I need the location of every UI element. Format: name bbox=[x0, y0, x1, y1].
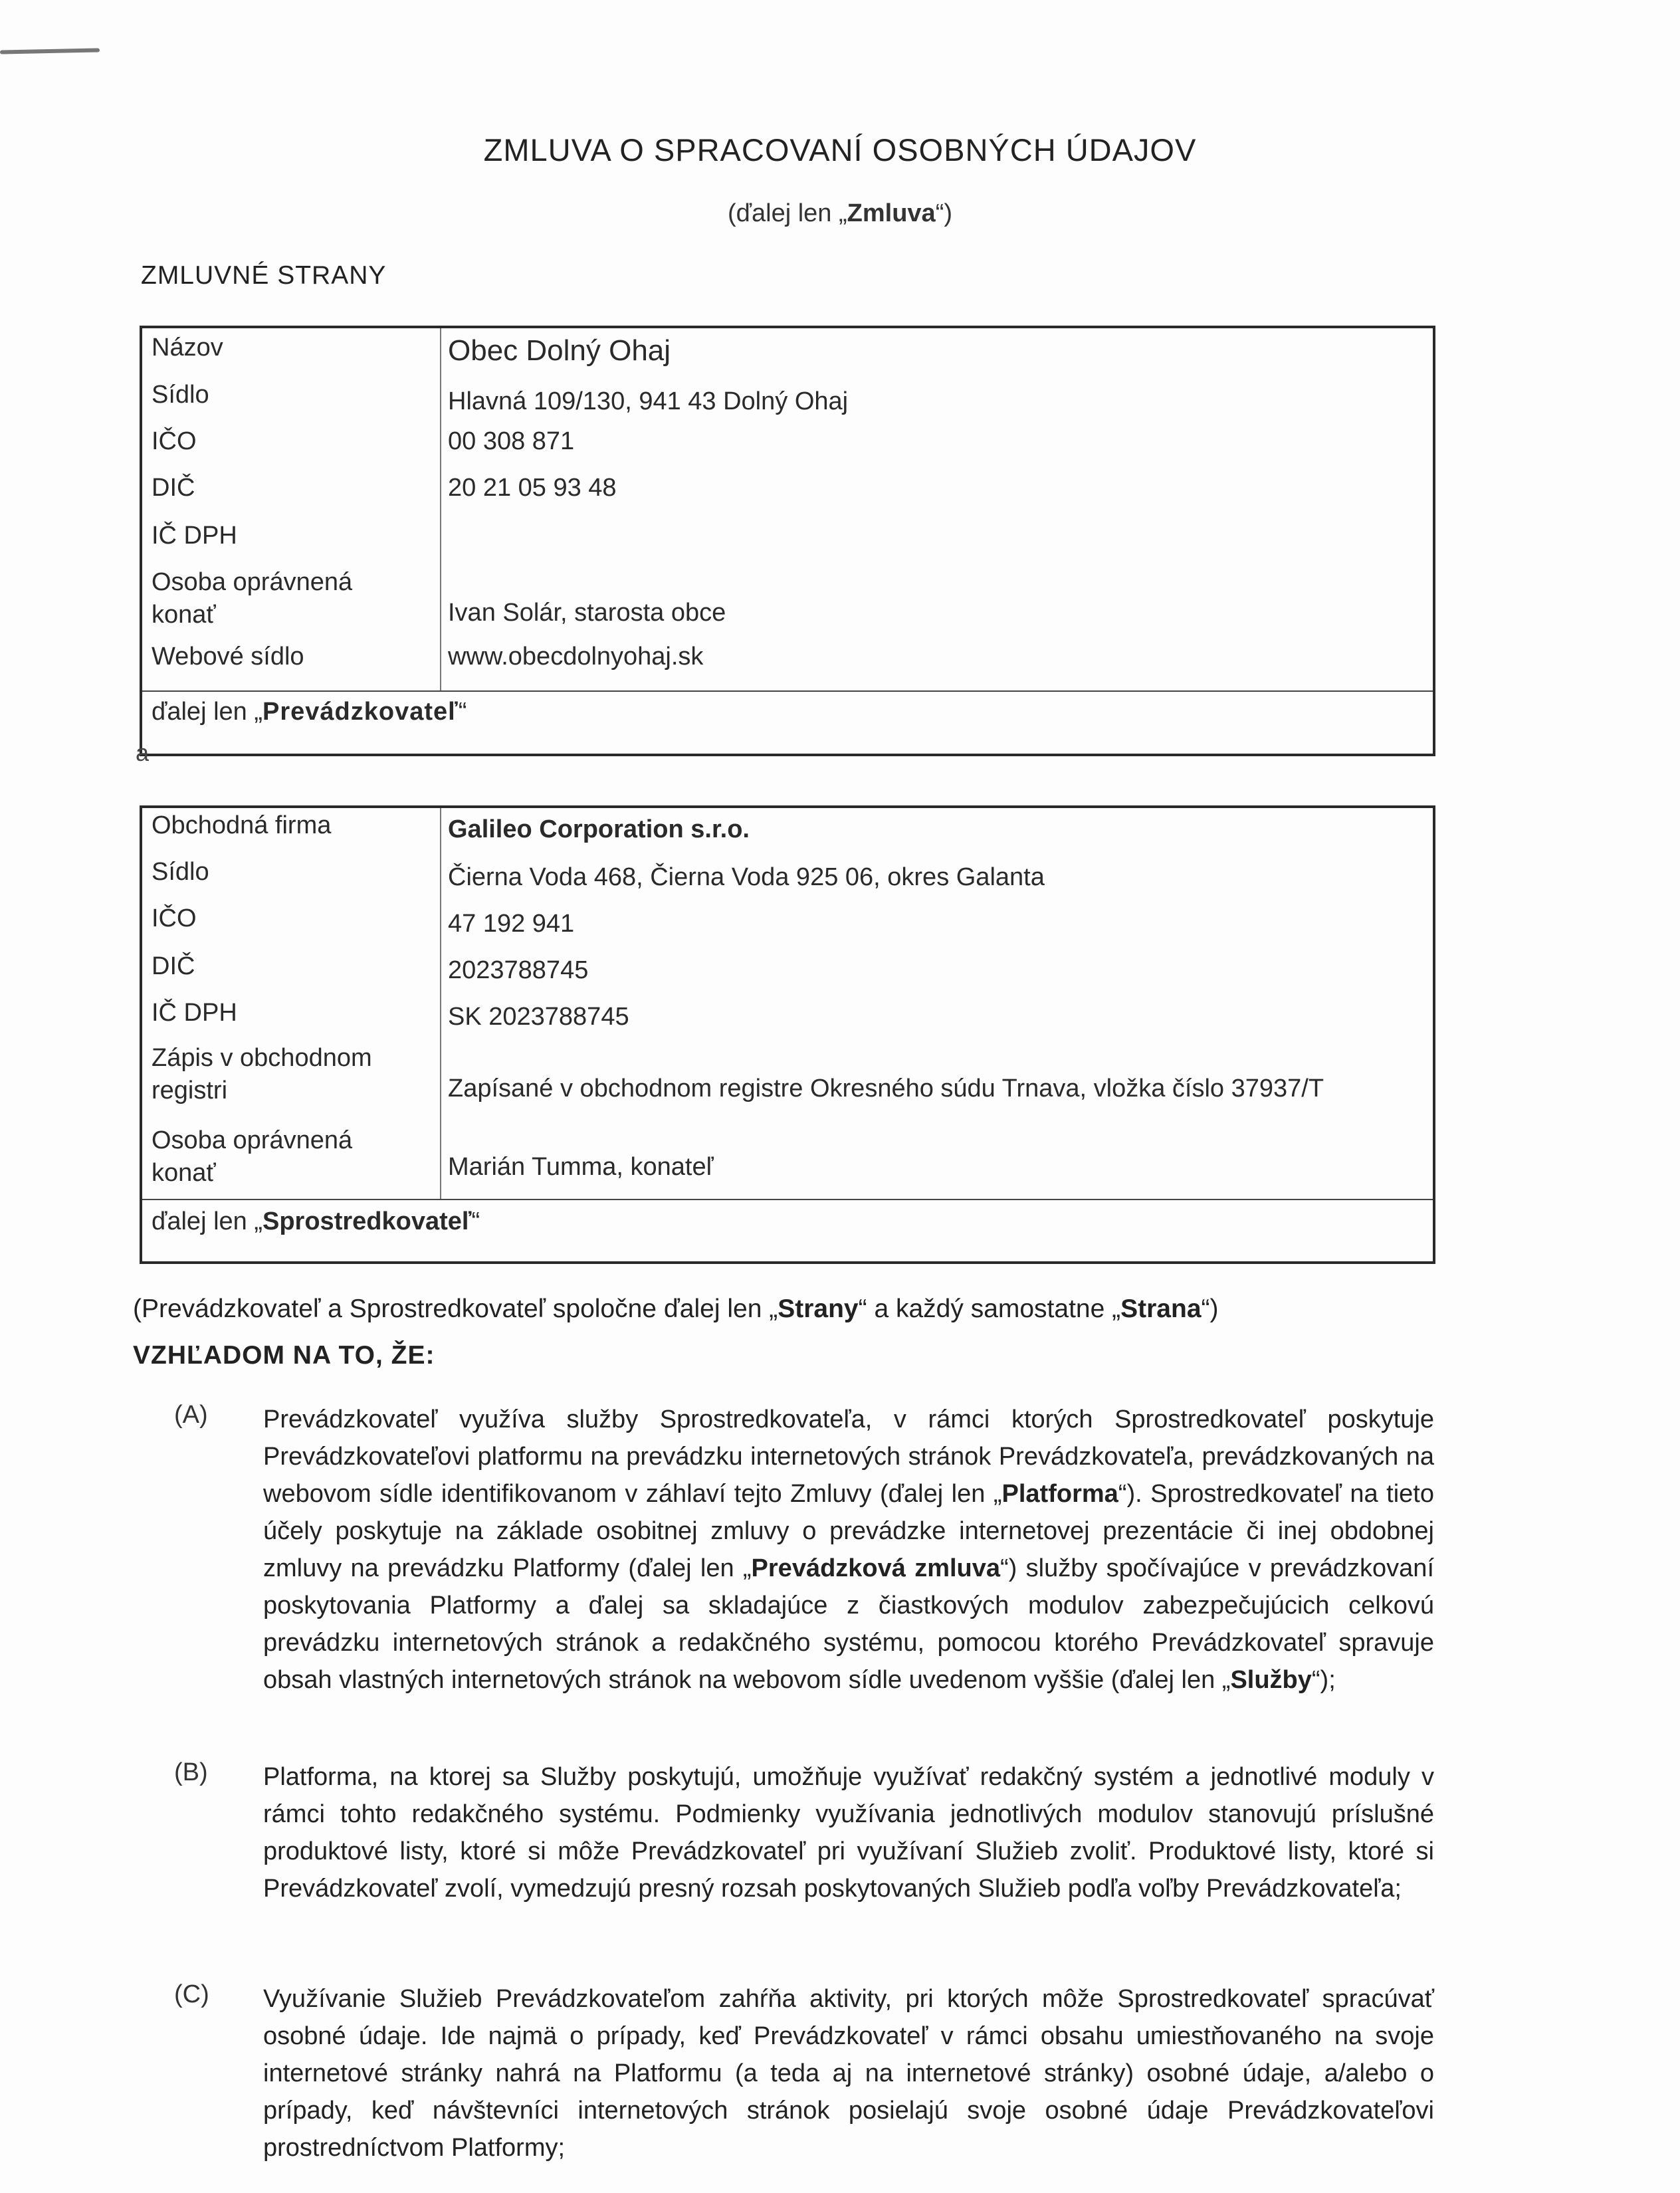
row-value: www.obecdolnyohaj.sk bbox=[448, 643, 704, 671]
row-value: Galileo Corporation s.r.o. bbox=[448, 815, 750, 843]
recital-text: Využívanie Služieb Prevádzkovateľom zahŕňa aktivity, pri ktorých môže Sprostredkovateľ spracúvať osobné údaje. Ide najmä o prípady, keď Prevádzkovateľ v rámci obsahu umiestňovaného na svoje internetové stránky nahrá na Platformu (a teda aj na internetové stránky) osobné údaje, a/alebo o prípady, keď návštevníci internetových stránok posielajú svoje osobné údaje Prevádzkovateľovi prostredníctvom Platformy; bbox=[263, 1985, 1434, 2162]
row-label: IČO bbox=[152, 427, 197, 455]
recital-text: Platforma, na ktorej sa Služby poskytujú, umožňuje využívať redakčný systém a jednotlivé moduly v rámci tohto redakčného systému. Podmienky využívania jednotlivých modulov stanovujú príslušné produktové listy, ktoré si môže Prevádzkovateľ pri využívaní Služieb zvoliť. Produktové listy, ktoré si Prevádzkovateľ zvolí, vymedzujú presný rozsah poskytovaných Služieb podľa voľby Prevádzkovateľa; bbox=[263, 1763, 1434, 1903]
recital-label: (C) bbox=[174, 1980, 209, 2008]
row-label: Zápis v obchodnom registri bbox=[152, 1044, 372, 1105]
note-text: “) bbox=[1201, 1295, 1219, 1323]
hereinafter-text bbox=[152, 1205, 1348, 1238]
row-label: IČ DPH bbox=[152, 522, 237, 550]
column-divider bbox=[440, 808, 441, 1199]
row-value: Obec Dolný Ohaj bbox=[448, 334, 671, 367]
row-label: Webové sídlo bbox=[152, 643, 304, 671]
column-divider bbox=[440, 328, 441, 690]
row-value: 00 308 871 bbox=[448, 427, 575, 455]
row-value: 2023788745 bbox=[448, 956, 589, 984]
recital-segment: “) služby spočívajúce v prevádzkovaní poskytovania Platformy a ďalej sa skladajúce z čiastkových modulov zabezpečujúcich celkovú prevádzku internetových stránok a redakčného systému, pomocou ktorého Prevádzkovateľ spravuje obsah vlastných internetových stránok na webovom sídle uvedenom vyššie (ďalej len „ bbox=[263, 1554, 1435, 1694]
subtitle-suffix: “) bbox=[935, 199, 952, 227]
recital-segment: Prevádzkovateľ využíva služby Sprostredkovateľa, v rámci ktorých Sprostredkovateľ poskytuje Prevádzkovateľovi platformu na prevádzku internetových stránok Prevádzkovateľa, prevádzkovaných na webovom sídle identifikovanom v záhlaví tejto Zmluvy (ďalej len „ bbox=[263, 1406, 1434, 1508]
recital-segment: “). Sprostredkovateľ na tieto účely poskytuje na základe osobitnej zmluvy o prevádzke internetovej prezentácie či inej obdobnej zmluvy na prevádzku Platformy (ďalej len „ bbox=[263, 1480, 1434, 1582]
note-term: Strany bbox=[778, 1295, 859, 1323]
joint-definition-note bbox=[133, 1295, 1219, 1324]
note-text: “ a každý samostatne „ bbox=[858, 1295, 1121, 1323]
hereinafter-suffix: “ bbox=[458, 698, 467, 726]
row-label: Osoba oprávnená konať bbox=[152, 1126, 353, 1188]
hereinafter-term: Sprostredkovateľ bbox=[262, 1207, 472, 1235]
row-value: Marián Tumma, konateľ bbox=[448, 1153, 714, 1181]
recital-label: (A) bbox=[174, 1401, 208, 1429]
row-value: Ivan Solár, starosta obce bbox=[448, 599, 726, 627]
recital-label: (B) bbox=[174, 1758, 208, 1786]
hereinafter-prefix: ďalej len „ bbox=[152, 1207, 262, 1235]
row-label: DIČ bbox=[152, 474, 195, 502]
row-label: Názov bbox=[152, 334, 223, 362]
parties-heading: ZMLUVNÉ STRANY bbox=[141, 261, 387, 290]
row-value: 47 192 941 bbox=[448, 910, 575, 938]
scan-mark bbox=[0, 48, 100, 54]
row-label: IČ DPH bbox=[152, 999, 237, 1027]
row-value: Hlavná 109/130, 941 43 Dolný Ohaj bbox=[448, 387, 849, 415]
conjunction-and: a bbox=[136, 739, 150, 766]
hereinafter-suffix: “ bbox=[471, 1207, 480, 1235]
row-label: DIČ bbox=[152, 952, 195, 980]
hereinafter-text bbox=[152, 696, 1348, 728]
document-subtitle bbox=[0, 199, 1680, 228]
row-label: Sídlo bbox=[152, 858, 209, 886]
row-divider bbox=[142, 690, 1433, 692]
row-value: SK 2023788745 bbox=[448, 1003, 629, 1031]
recital-segment: “); bbox=[1311, 1666, 1336, 1694]
row-label: Osoba oprávnená konať bbox=[152, 568, 353, 629]
row-label: IČO bbox=[152, 904, 197, 932]
hereinafter-prefix: ďalej len „ bbox=[152, 698, 262, 726]
row-value: Čierna Voda 468, Čierna Voda 925 06, okres Galanta bbox=[448, 863, 1045, 891]
defined-term: Platforma bbox=[1001, 1480, 1118, 1508]
row-label: Obchodná firma bbox=[152, 811, 332, 839]
row-value: Zapísané v obchodnom registre Okresného súdu Trnava, vložka číslo 37937/T bbox=[448, 1075, 1324, 1102]
subtitle-prefix: (ďalej len „ bbox=[727, 199, 847, 227]
row-label: Sídlo bbox=[152, 381, 209, 409]
defined-term: Služby bbox=[1230, 1666, 1312, 1694]
hereinafter-term: Prevádzkovateľ bbox=[262, 698, 459, 726]
subtitle-term: Zmluva bbox=[847, 199, 936, 227]
note-text: (Prevádzkovateľ a Sprostredkovateľ spoločne ďalej len „ bbox=[133, 1295, 778, 1323]
row-divider bbox=[142, 1199, 1433, 1200]
operator-table bbox=[140, 326, 1435, 756]
row-value: 20 21 05 93 48 bbox=[448, 474, 617, 502]
document-title: ZMLUVA O SPRACOVANÍ OSOBNÝCH ÚDAJOV bbox=[483, 132, 1197, 167]
processor-table bbox=[140, 805, 1435, 1264]
defined-term: Prevádzková zmluva bbox=[751, 1554, 1001, 1582]
note-term: Strana bbox=[1120, 1295, 1202, 1323]
whereas-heading: VZHĽADOM NA TO, ŽE: bbox=[133, 1341, 435, 1370]
recital-text bbox=[263, 1401, 1434, 1699]
